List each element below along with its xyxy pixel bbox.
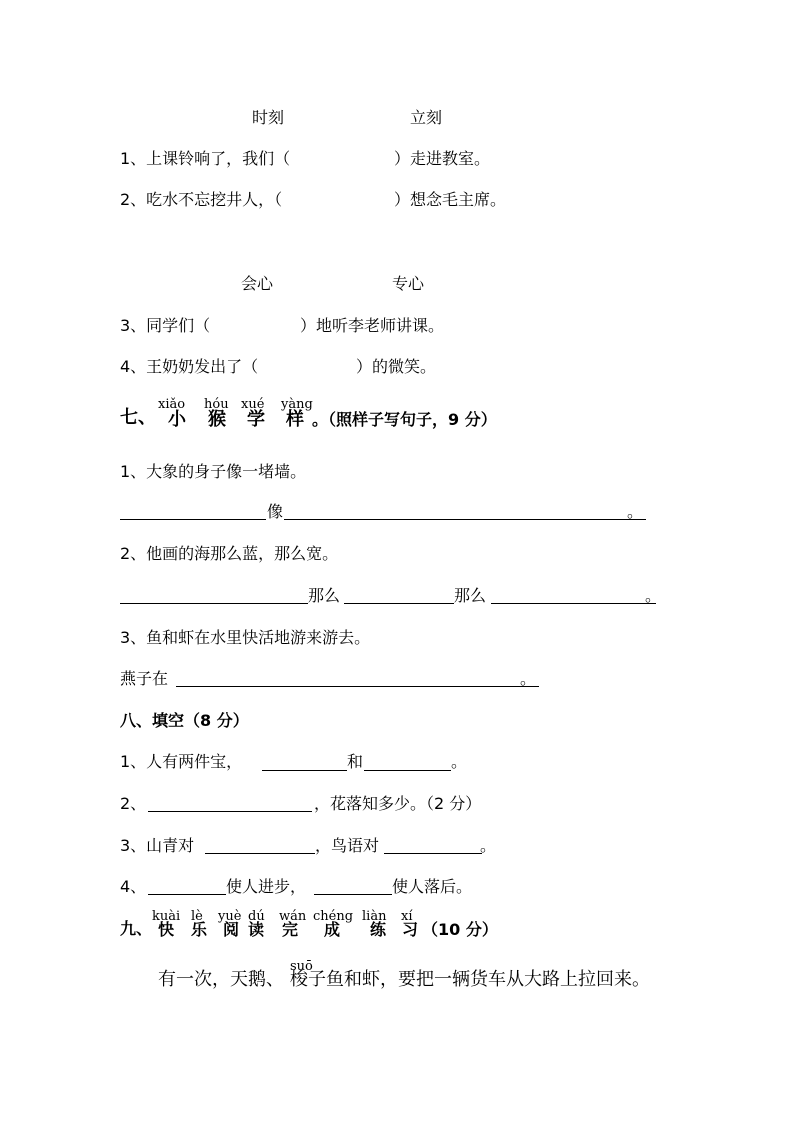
answer-blank[interactable] <box>120 603 308 604</box>
pinyin: dú <box>248 909 265 924</box>
pinyin: yuè <box>218 909 242 924</box>
answer-blank[interactable] <box>176 686 539 687</box>
question-text: 4、 <box>120 877 147 896</box>
example-sentence: 3、鱼和虾在水里快活地游来游去。 <box>120 628 371 647</box>
heading-char: 小 <box>168 409 186 430</box>
answer-blank[interactable] <box>344 603 454 604</box>
heading-char: 样 <box>286 409 304 430</box>
heading-char: 习 <box>402 920 419 939</box>
answer-blank[interactable] <box>120 519 266 520</box>
pinyin: liàn <box>362 909 387 924</box>
question-text: 使人落后。 <box>392 877 473 896</box>
heading-char: 快 <box>158 920 175 939</box>
heading-char: 猴 <box>208 409 226 430</box>
question-text: ）地听李老师讲课。 <box>300 316 445 335</box>
fill-text: 。 <box>645 586 662 605</box>
question-text: 使人进步， <box>226 877 307 896</box>
pinyin: xiǎo <box>158 397 186 412</box>
word-option: 立刻 <box>410 108 443 127</box>
pinyin: kuài <box>152 909 181 924</box>
question-text: 4、王奶奶发出了（ <box>120 357 259 376</box>
passage-char: 梭 <box>290 969 308 990</box>
word-option: 时刻 <box>252 108 285 127</box>
example-sentence: 2、他画的海那么蓝，那么宽。 <box>120 544 339 563</box>
heading-char: 练 <box>370 920 387 939</box>
question-text: 1、上课铃响了，我们（ <box>120 149 291 168</box>
fill-text: 那么 <box>308 586 341 605</box>
pinyin: wán <box>279 909 307 924</box>
question-text: 。 <box>451 752 468 771</box>
section-title-tail: 。（照样子写句子，9 分） <box>312 410 497 429</box>
answer-blank[interactable] <box>491 603 656 604</box>
answer-blank[interactable] <box>314 894 392 895</box>
pinyin: xué <box>241 397 265 412</box>
section-title: 八、填空（8 分） <box>120 711 249 730</box>
question-text: ，鸟语对 <box>315 836 380 855</box>
pinyin: hóu <box>204 397 229 412</box>
pinyin: yàng <box>281 397 313 412</box>
heading-char: 完 <box>282 920 299 939</box>
example-sentence: 1、大象的身子像一堵墙。 <box>120 462 307 481</box>
heading-char: 读 <box>248 920 265 939</box>
question-text: 3、山青对 <box>120 836 195 855</box>
question-text: ）的微笑。 <box>356 357 437 376</box>
word-option: 会心 <box>241 274 274 293</box>
fill-text: 。 <box>627 502 644 521</box>
question-text: 。 <box>480 836 497 855</box>
answer-blank[interactable] <box>384 853 482 854</box>
answer-blank[interactable] <box>148 811 312 812</box>
fill-text: 燕子在 <box>120 669 169 688</box>
question-text: 1、人有两件宝， <box>120 752 243 771</box>
question-text: ，花落知多少。（2 分） <box>314 794 482 813</box>
answer-blank[interactable] <box>205 853 315 854</box>
question-text: 2、 <box>120 794 147 813</box>
heading-char: 阅 <box>223 920 240 939</box>
pinyin: chéng <box>313 909 354 924</box>
fill-text: 像 <box>267 502 284 521</box>
pinyin: lè <box>191 909 203 924</box>
question-text: ）走进教室。 <box>394 149 491 168</box>
heading-char: 乐 <box>191 920 208 939</box>
question-text: 2、吃水不忘挖井人，（ <box>120 190 283 209</box>
passage-text: 有一次，天鹅、 <box>158 969 284 990</box>
section-number: 九、 <box>120 919 153 938</box>
question-text: 和 <box>347 752 364 771</box>
fill-text: 。 <box>520 669 537 688</box>
heading-char: 成 <box>324 920 341 939</box>
answer-blank[interactable] <box>148 894 226 895</box>
section-number: 七、 <box>120 407 156 428</box>
fill-text: 那么 <box>454 586 487 605</box>
question-text: ）想念毛主席。 <box>394 190 507 209</box>
pinyin: suō <box>290 959 313 974</box>
section-title-tail: （10 分） <box>422 920 498 939</box>
answer-blank[interactable] <box>364 770 451 771</box>
answer-blank[interactable] <box>262 770 347 771</box>
answer-blank[interactable] <box>284 519 646 520</box>
word-option: 专心 <box>392 274 425 293</box>
pinyin: xí <box>401 909 413 924</box>
question-text: 3、同学们（ <box>120 316 211 335</box>
passage-text: 子鱼和虾，要把一辆货车从大路上拉回来。 <box>308 969 650 990</box>
heading-char: 学 <box>247 409 265 430</box>
